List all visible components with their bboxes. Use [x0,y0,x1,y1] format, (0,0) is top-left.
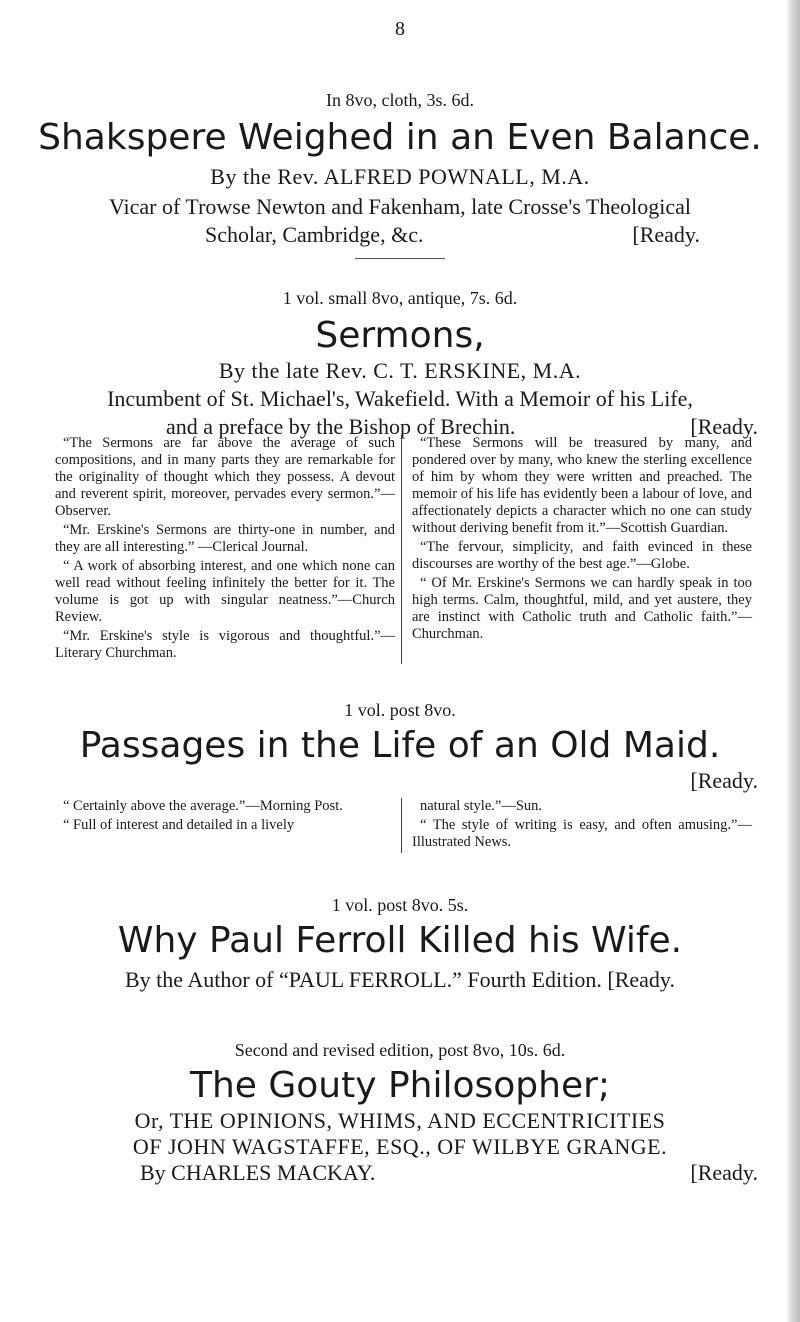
review-quote: “These Sermons will be treasured by many, and pondered over by many, who knew the sterling excellence of him by whom they were written and preached. The memoir of his life has evidently been a labour of love, and affectionately depicts a character which no one can study without deriving benefit from it.”—Scottish Guardian. [412,435,752,536]
review-quote: “ Of Mr. Erskine's Sermons we can hardly speak in too high terms. Calm, thoughtful, mild, and yet austere, they are instinct with Catholic truth and Catholic faith.”—Churchman. [412,575,752,642]
review-quote: natural style.”—Sun. [420,798,543,814]
review-quote: “Mr. Erskine's Sermons are thirty-one in number, and they are all interesting.” —Clerical Journal. [55,522,395,555]
subtitle-line-2: OF JOHN WAGSTAFFE, ESQ., OF WILBYE GRANGE. [132,1134,668,1159]
description-line-2 [205,222,700,248]
author-line [140,1160,758,1186]
book-passages [0,700,800,794]
description-line: Incumbent of St. Michael's, Wakefield. With a Memoir of his Life, [107,386,693,411]
status-ready: [Ready. [690,414,758,439]
divider-rule [355,258,445,259]
author-text: By the Author of “PAUL FERROLL.” Fourth Edition. [125,967,602,992]
review-quote: “ The style of writing is easy, and often amusing.”—Illustrated News. [412,817,752,850]
book-title: Sermons, [315,315,485,356]
author-text: By CHARLES MACKAY. [140,1160,376,1185]
page-number: 8 [395,18,405,40]
description-text: Scholar, Cambridge, &c. [205,222,424,247]
review-quote: “The fervour, simplicity, and faith evinced in these discourses are worthy of the best age.”—Globe. [412,539,752,572]
book-title: Why Paul Ferroll Killed his Wife. [117,920,683,961]
passages-reviews [55,798,755,853]
book-paul-ferroll [0,895,800,993]
review-quote: “Mr. Erskine's style is vigorous and thoughtful.”—Literary Churchman. [55,628,395,661]
edition-line: In 8vo, cloth, 3s. 6d. [326,90,474,110]
status-ready: [Ready. [690,768,758,793]
author-line: By the late Rev. C. T. ERSKINE, M.A. [218,358,582,383]
reviews-left-column [55,798,395,853]
review-quote: “ Full of interest and detailed in a lively [63,817,295,833]
status-ready: [Ready. [632,222,700,247]
author-line [0,967,800,993]
book-gouty-philosopher [0,1040,800,1186]
review-quote: “The Sermons are far above the average of such compositions, and in many parts they are remarkable for the originality of thought which they possess. A devout and reverent spirit, moreover, pervades every sermon.”—Observer. [55,435,395,519]
status-ready: [Ready. [690,1160,758,1185]
description-text: and a preface by the Bishop of Brechin. [166,414,516,439]
description-line: Vicar of Trowse Newton and Fakenham, late Crosse's Theological [108,194,692,219]
book-title: Shakspere Weighed in an Even Balance. [38,117,762,158]
book-title: Passages in the Life of an Old Maid. [79,725,721,766]
sermons-reviews [55,435,755,664]
book-shakspere [0,90,800,259]
subtitle-line: Or, THE OPINIONS, WHIMS, AND ECCENTRICITIES [134,1108,666,1133]
reviews-right-column [401,435,752,664]
review-quote: “ Certainly above the average.”—Morning Post. [63,798,343,814]
status-ready: [Ready. [607,967,675,992]
book-title: The Gouty Philosopher; [189,1065,611,1106]
edition-line: Second and revised edition, post 8vo, 10s. 6d. [234,1040,566,1060]
edition-line: 1 vol. post 8vo. [344,700,456,720]
reviews-left-column [55,435,395,664]
edition-line: 1 vol. post 8vo. 5s. [331,895,469,915]
reviews-right-column [401,798,752,853]
review-quote: “ A work of absorbing interest, and one which none can well read without feeling infinitely the better for it. The volume is got up with singular neatness.”—Church Review. [55,558,395,625]
edition-line: 1 vol. small 8vo, antique, 7s. 6d. [282,288,518,308]
author-line: By the Rev. ALFRED POWNALL, M.A. [210,164,590,189]
book-sermons [0,288,800,440]
